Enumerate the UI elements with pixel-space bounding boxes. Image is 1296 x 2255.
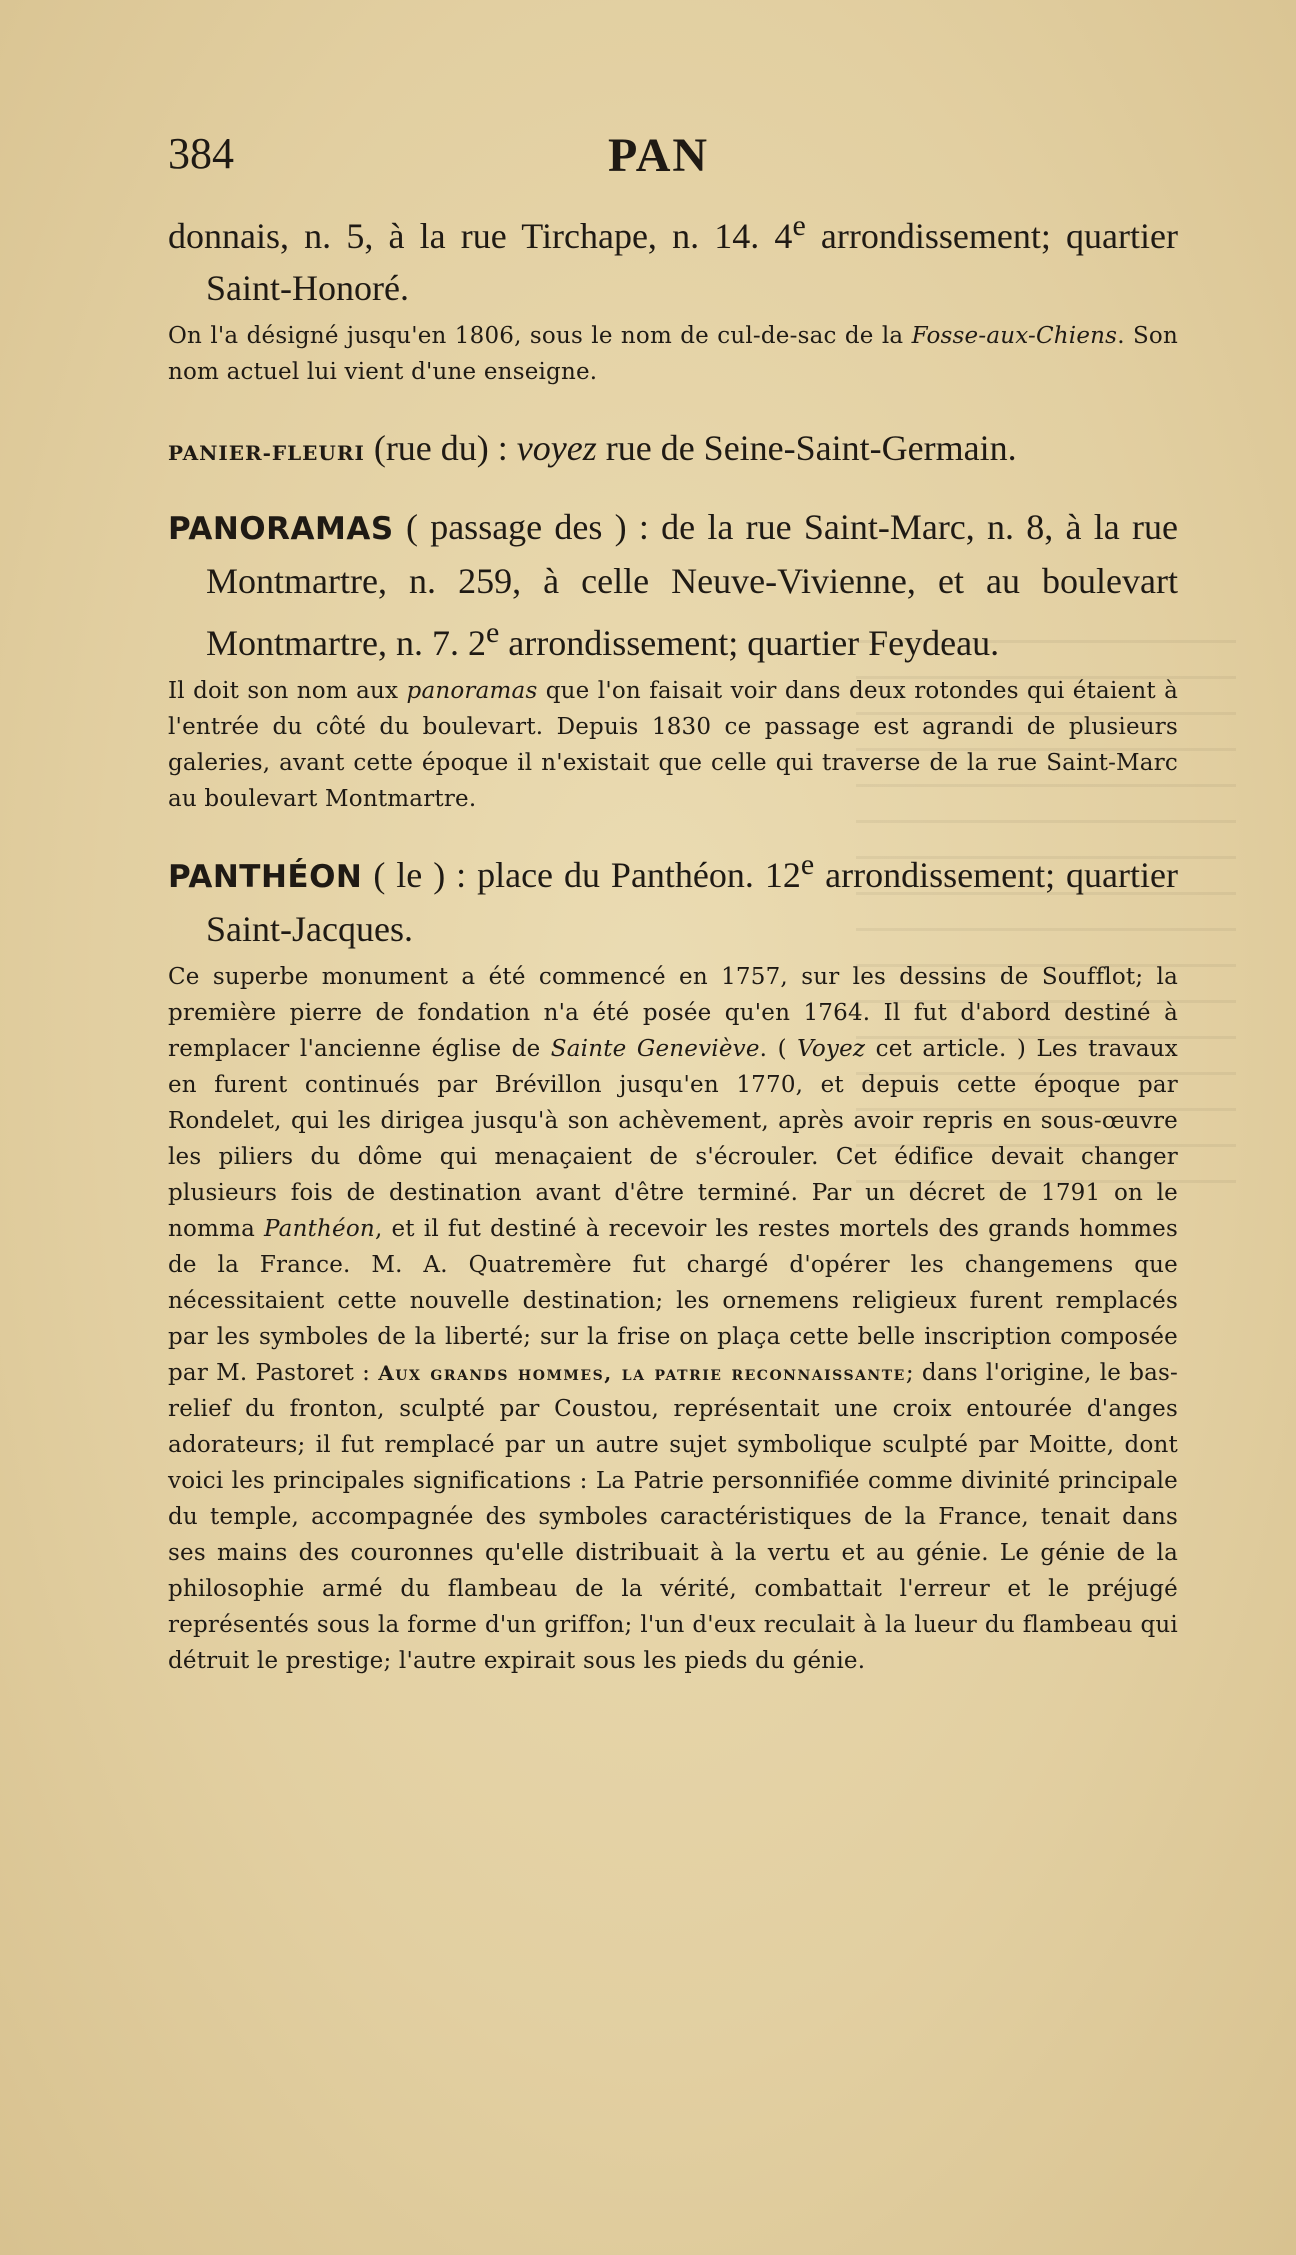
entry-note: Ce superbe monument a été commencé en 1757, sur les dessins de Soufflot; la première pierre de fondation n'a été posée qu'en 1764. Il fut d'abord destiné à remplacer l'ancienne église de Sainte Geneviève. ( Voyez cet article. ) Les travaux en furent continués par Brévillon jusqu'en 1770, et depuis cette époque par Rondelet, qui les dirigea jusqu'à son achèvement, après avoir repris en sous-œuvre les piliers du dôme qui menaçaient de s'écrouler. Cet édifice devait changer plusieurs fois de destination avant d'être terminé. Par un décret de 1791 on le nomma Panthéon, et il fut destiné à recevoir les restes mortels des grands hommes de la France. M. A. Quatremère fut chargé d'opérer les changemens que nécessitaient cette nouvelle destination; les ornemens religieux furent remplacés par les symboles de la liberté; sur la frise on plaça cette belle inscription composée par M. Pastoret : Aux grands hommes, la patrie reconnaissante; dans l'origine, le bas-relief du fronton, sculpté par Coustou, représentait une croix entourée d'anges adorateurs; il fut remplacé par un autre sujet symbolique sculpté par Moitte, dont voici les principales significations : La Patrie personnifiée comme divinité principale du temple, accompagnée des symboles caractéristiques de la France, tenait dans ses mains des couronnes qu'elle distribuait à la vertu et au génie. Le génie de la philosophie armé du flambeau de la vérité, combattait l'erreur et le préjugé représentés sous la forme d'un griffon; l'un d'eux reculait à la lueur du flambeau qui détruit le prestige; l'autre expirait sous les pieds du génie. bbox=[168, 964, 1179, 1674]
headword: PANTHÉON bbox=[168, 859, 363, 895]
entry-continuation bbox=[168, 200, 1178, 390]
entry-panier-fleuri bbox=[168, 422, 1178, 479]
headword: PANORAMAS bbox=[168, 511, 394, 547]
headword: PANIER-FLEURI bbox=[168, 441, 365, 465]
entry-panoramas bbox=[168, 501, 1178, 817]
running-head bbox=[168, 128, 1168, 188]
entry-heading: PANORAMAS ( passage des ) : de la rue Saint-Marc, n. 8, à la rue Montmartre, n. 259, à celle Neuve-Vivienne, et au boulevart Montmartre, n. 7. 2e arrondissement; quartier Feydeau. bbox=[168, 507, 1178, 663]
page-body bbox=[168, 200, 1178, 1679]
page-number: 384 bbox=[168, 129, 234, 178]
entry-note: Il doit son nom aux panoramas que l'on faisait voir dans deux rotondes qui étaient à l'entrée du côté du boulevart. Depuis 1830 ce passage est agrandi de plusieurs galeries, avant cette époque il n'existait que celle qui traverse de la rue Saint-Marc au boulevart Montmartre. bbox=[168, 678, 1178, 812]
entry-heading: PANTHÉON ( le ) : place du Panthéon. 12e arrondissement; quartier Saint-Jacques. bbox=[168, 848, 1178, 949]
entry-note: On l'a désigné jusqu'en 1806, sous le nom de cul-de-sac de la Fosse-aux-Chiens. Son nom actuel lui vient d'une enseigne. bbox=[168, 323, 1178, 385]
entry-pantheon bbox=[168, 839, 1178, 1679]
entry-heading: PANIER-FLEURI (rue du) : voyez rue de Seine-Saint-Germain. bbox=[168, 428, 1017, 468]
header-title: PAN bbox=[608, 129, 710, 182]
inscription: Aux grands hommes, la patrie reconnaissante bbox=[378, 1361, 906, 1385]
entry-heading: donnais, n. 5, à la rue Tirchape, n. 14. 4e arrondissement; quartier Saint-Honoré. bbox=[168, 209, 1178, 308]
